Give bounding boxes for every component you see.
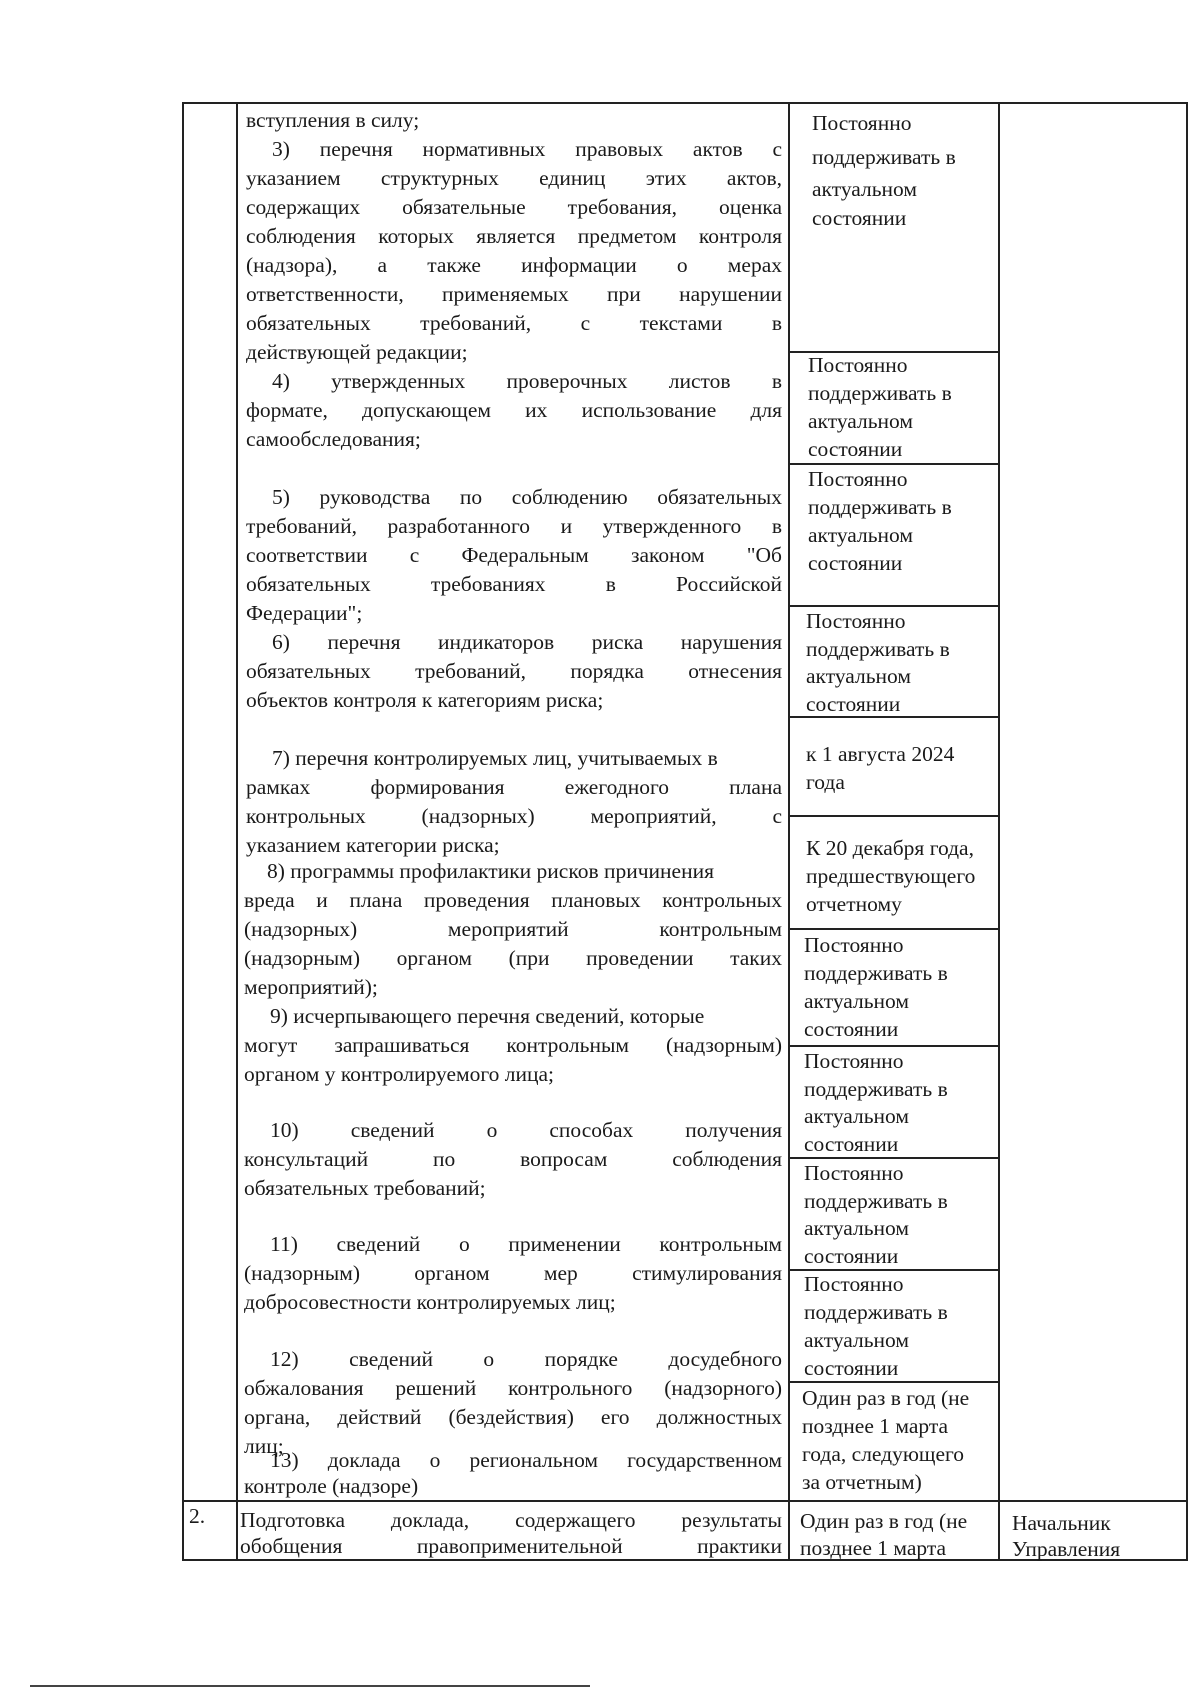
item-line: 13) доклада о региональном государственном [270, 1448, 782, 1472]
item-line: (надзорным) органом мер стимулирования [244, 1261, 782, 1285]
deadline-line: поддерживать в [812, 145, 956, 169]
item-line: консультаций по вопросам соблюдения [244, 1147, 782, 1171]
deadline-line: поддерживать в [806, 637, 950, 661]
table-left-border [182, 102, 184, 1561]
deadline-line: Постоянно [804, 1161, 904, 1185]
deadline-line: Постоянно [806, 609, 906, 633]
item-line: обобщения правоприменительной практики [240, 1534, 782, 1558]
deadline-line: Один раз в год (не [800, 1509, 968, 1533]
row-separator-2 [182, 1500, 1188, 1502]
item-line: 4) утвержденных проверочных листов в [272, 369, 782, 393]
deadline-line: Постоянно [804, 933, 904, 957]
item-line: 3) перечня нормативных правовых актов с [272, 137, 782, 161]
item-line: содержащих обязательные требования, оценка [246, 195, 782, 219]
deadline-line: состоянии [812, 206, 907, 230]
responsible-line: Начальник [1012, 1511, 1111, 1535]
deadline-line: состоянии [808, 551, 903, 575]
deadline-line: года [806, 770, 845, 794]
item-line: органом у контролируемого лица; [244, 1062, 555, 1086]
table-top-border [182, 102, 1188, 104]
deadline-line: актуальном [808, 523, 914, 547]
item-line: указанием категории риска; [246, 833, 500, 857]
item-line: вступления в силу; [246, 108, 420, 132]
deadline-line: поддерживать в [804, 1300, 948, 1324]
deadline-line: позднее 1 марта [802, 1414, 949, 1438]
table-right-border [1186, 102, 1188, 1561]
col-divider-3 [998, 102, 1000, 1561]
item-line: требований, разработанного и утвержденного в [246, 514, 782, 538]
item-line: 8) программы профилактики рисков причинения [267, 859, 714, 883]
item-line: обязательных требованиях в Российской [246, 572, 782, 596]
deadline-line: К 20 декабря года, [806, 836, 974, 860]
deadline-sep-3 [788, 605, 1000, 607]
deadline-sep-7 [788, 1045, 1000, 1047]
deadline-line: отчетному [806, 892, 902, 916]
item-line: 5) руководства по соблюдению обязательных [272, 485, 782, 509]
deadline-line: актуальном [808, 409, 914, 433]
item-line: самообследования; [246, 427, 421, 451]
deadline-line: актуальном [804, 1104, 910, 1128]
deadline-line: актуальном [804, 1328, 910, 1352]
item-line: 11) сведений о применении контрольным [270, 1232, 782, 1256]
deadline-line: Постоянно [812, 111, 912, 135]
deadline-sep-2 [788, 463, 1000, 465]
deadline-line: состоянии [804, 1244, 899, 1268]
item-line: Подготовка доклада, содержащего результаты [240, 1508, 782, 1532]
item-line: 7) перечня контролируемых лиц, учитываемых в [272, 746, 718, 770]
deadline-line: Постоянно [808, 467, 908, 491]
item-line: обжалования решений контрольного (надзорного) [244, 1376, 782, 1400]
deadline-line: состоянии [808, 437, 903, 461]
item-line: (надзорным) органом (при проведении таких [244, 946, 782, 970]
item-line: контроле (надзоре) [244, 1474, 419, 1498]
deadline-line: Постоянно [804, 1049, 904, 1073]
item-line: (надзора), а также информации о мерах [246, 253, 782, 277]
deadline-line: поддерживать в [808, 495, 952, 519]
deadline-line: поддерживать в [804, 1189, 948, 1213]
item-line: обязательных требований; [244, 1176, 486, 1200]
item-line: действующей редакции; [246, 340, 468, 364]
deadline-line: поддерживать в [808, 381, 952, 405]
col-divider-1 [236, 102, 238, 1561]
deadline-line: состоянии [804, 1132, 899, 1156]
item-line: мероприятий); [244, 975, 378, 999]
item-line: вреда и плана проведения плановых контрольных [244, 888, 782, 912]
item-line: контрольных (надзорных) мероприятий, с [246, 804, 782, 828]
deadline-line: к 1 августа 2024 [806, 742, 955, 766]
item-line: добросовестности контролируемых лиц; [244, 1290, 616, 1314]
item-line: лиц; [244, 1434, 284, 1458]
deadline-line: состоянии [806, 692, 901, 716]
item-line: органа, действий (бездействия) его должностных [244, 1405, 782, 1429]
item-line: 9) исчерпывающего перечня сведений, которые [270, 1004, 705, 1028]
item-line: обязательных требований, с текстами в [246, 311, 782, 335]
item-line: обязательных требований, порядка отнесения [246, 659, 782, 683]
deadline-line: за отчетным) [802, 1470, 922, 1494]
deadline-line: Постоянно [808, 353, 908, 377]
deadline-line: Один раз в год (не [802, 1386, 970, 1410]
responsible-line: Управления [1012, 1537, 1121, 1561]
deadline-sep-5 [788, 815, 1000, 817]
scan-edge-line [30, 1685, 590, 1687]
item-line: соответствии с Федеральным законом "Об [246, 543, 782, 567]
deadline-line: актуальном [812, 177, 918, 201]
deadline-line: состоянии [804, 1017, 899, 1041]
item-line: формате, допускающем их использование для [246, 398, 782, 422]
deadline-line: поддерживать в [804, 961, 948, 985]
col-divider-2 [788, 102, 790, 1561]
item-line: рамках формирования ежегодного плана [246, 775, 782, 799]
item-line: могут запрашиваться контрольным (надзорным) [244, 1033, 782, 1057]
deadline-line: состоянии [804, 1356, 899, 1380]
item-line: ответственности, применяемых при нарушении [246, 282, 782, 306]
item-line: 6) перечня индикаторов риска нарушения [272, 630, 782, 654]
deadline-line: предшествующего [806, 864, 976, 888]
item-line: 12) сведений о порядке досудебного [270, 1347, 782, 1371]
item-line: указанием структурных единиц этих актов, [246, 166, 782, 190]
item-line: Федерации"; [246, 601, 363, 625]
deadline-line: Постоянно [804, 1272, 904, 1296]
deadline-line: актуальном [804, 1216, 910, 1240]
deadline-line: позднее 1 марта [800, 1536, 947, 1560]
item-line: соблюдения которых является предметом контроля [246, 224, 782, 248]
deadline-line: актуальном [804, 989, 910, 1013]
item-line: 10) сведений о способах получения [270, 1118, 782, 1142]
row-number: 2. [189, 1504, 206, 1528]
deadline-sep-6 [788, 928, 1000, 930]
deadline-line: актуальном [806, 664, 912, 688]
deadline-line: поддерживать в [804, 1077, 948, 1101]
item-line: (надзорных) мероприятий контрольным [244, 917, 782, 941]
deadline-line: года, следующего [802, 1442, 965, 1466]
item-line: объектов контроля к категориям риска; [246, 688, 604, 712]
